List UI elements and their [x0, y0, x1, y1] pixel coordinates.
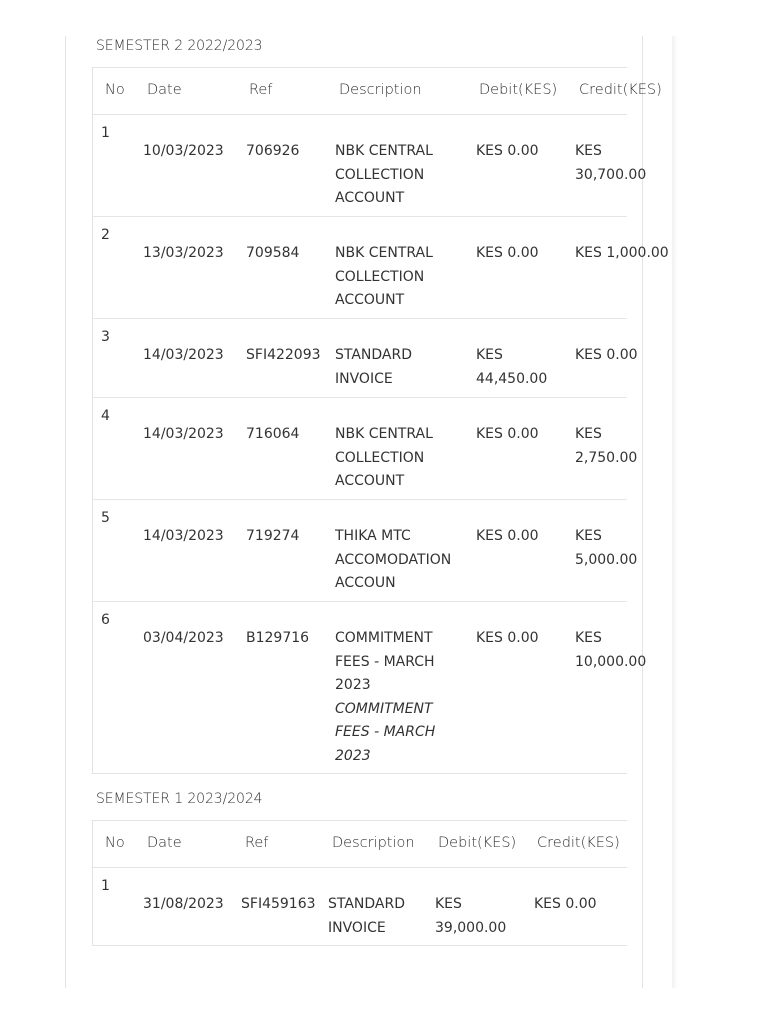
semester-title: SEMESTER 1 2023/2024 [96, 791, 263, 807]
credit-line: KES [575, 630, 602, 646]
description-line: INVOICE [335, 370, 393, 387]
row-credit [575, 627, 646, 674]
credit-line: KES [575, 143, 602, 159]
row-credit [575, 525, 637, 572]
row-description [335, 242, 433, 313]
table-row[interactable] [93, 319, 638, 398]
debit-line: KES [435, 896, 462, 912]
row-debit [476, 627, 539, 651]
credit-line: KES [575, 528, 602, 544]
credit-line: 5,000.00 [575, 551, 638, 568]
row-credit [534, 893, 597, 917]
row-date: 10/03/2023 [143, 143, 224, 159]
description-line: STANDARD [328, 896, 406, 912]
credit-line: KES [575, 426, 602, 442]
row-date: 14/03/2023 [143, 347, 224, 363]
column-header-debit[interactable]: Debit(KES) [479, 82, 558, 98]
debit-line: KES 0.00 [476, 143, 539, 159]
description-line: FEES - MARCH [335, 653, 435, 670]
row-description [328, 893, 405, 940]
row-description [335, 344, 412, 391]
transactions-table [92, 67, 669, 774]
semester-title: SEMESTER 2 2022/2023 [96, 38, 263, 54]
row-number: 2 [101, 227, 110, 243]
description-line: COLLECTION [335, 268, 425, 285]
debit-line: 39,000.00 [435, 919, 507, 936]
debit-line: KES 0.00 [476, 426, 539, 442]
table-row[interactable] [93, 398, 638, 500]
credit-line: KES 1,000.00 [575, 245, 669, 261]
row-number: 3 [101, 329, 110, 345]
column-header-debit[interactable]: Debit(KES) [438, 835, 517, 851]
debit-line: KES 0.00 [476, 630, 539, 646]
description-line: THIKA MTC [335, 528, 411, 544]
description-note-line: COMMITMENT [335, 700, 433, 717]
description-note-line: FEES - MARCH [335, 724, 436, 740]
description-line: NBK CENTRAL [335, 143, 433, 159]
column-header-no[interactable]: No [105, 82, 125, 98]
row-date: 14/03/2023 [143, 426, 224, 442]
debit-line: KES 0.00 [476, 245, 539, 261]
debit-line: KES 0.00 [476, 528, 539, 544]
description-line: ACCOUNT [335, 292, 405, 308]
column-header-ref[interactable]: Ref [249, 82, 273, 98]
description-line: COLLECTION [335, 166, 425, 183]
table-row[interactable] [93, 602, 647, 774]
row-description [335, 627, 435, 768]
row-debit [476, 423, 539, 447]
row-debit [476, 140, 539, 164]
description-line: INVOICE [328, 919, 386, 936]
row-description [335, 525, 451, 596]
description-line: COMMITMENT [335, 630, 433, 646]
row-date: 03/04/2023 [143, 630, 224, 646]
row-description [335, 140, 433, 211]
description-line: ACCOMODATION [335, 551, 452, 568]
credit-line: 10,000.00 [575, 653, 647, 670]
row-ref: SFI459163 [241, 896, 316, 912]
table-row[interactable] [93, 500, 638, 602]
description-line: NBK CENTRAL [335, 426, 433, 442]
row-date: 13/03/2023 [143, 245, 224, 261]
debit-line: KES [476, 347, 503, 363]
column-header-ref[interactable]: Ref [245, 835, 269, 851]
table-row[interactable] [93, 868, 627, 946]
description-line: COLLECTION [335, 449, 425, 466]
description-line: NBK CENTRAL [335, 245, 433, 261]
description-line: 2023 [335, 677, 371, 693]
row-credit [575, 242, 669, 266]
credit-line: KES 0.00 [575, 347, 638, 363]
row-ref: SFI422093 [246, 347, 321, 363]
transactions-table [92, 820, 627, 946]
row-number: 4 [101, 408, 110, 424]
table-header-row [93, 821, 627, 868]
column-header-description[interactable]: Description [332, 835, 415, 851]
description-line: ACCOUNT [335, 190, 405, 206]
row-number: 1 [101, 878, 110, 894]
row-ref: B129716 [246, 630, 310, 646]
column-header-credit[interactable]: Credit(KES) [579, 82, 662, 98]
table-row[interactable] [93, 115, 647, 217]
column-header-date[interactable]: Date [147, 82, 182, 98]
row-number: 1 [101, 125, 110, 141]
description-line: STANDARD [335, 347, 413, 363]
description-line: ACCOUNT [335, 473, 405, 489]
description-note-line: 2023 [335, 747, 371, 764]
row-credit [575, 423, 637, 470]
row-date: 14/03/2023 [143, 528, 224, 544]
row-debit [476, 344, 547, 391]
table-row[interactable] [93, 217, 669, 319]
row-debit [476, 242, 539, 266]
debit-line: 44,450.00 [476, 370, 548, 387]
credit-line: 2,750.00 [575, 449, 638, 466]
description-line: ACCOUN [335, 575, 396, 591]
row-date: 31/08/2023 [143, 896, 224, 912]
row-debit [476, 525, 539, 549]
credit-line: 30,700.00 [575, 166, 647, 183]
row-number: 6 [101, 612, 110, 628]
row-ref: 719274 [246, 528, 300, 544]
column-header-no[interactable]: No [105, 835, 125, 851]
column-header-date[interactable]: Date [147, 835, 182, 851]
column-header-description[interactable]: Description [339, 82, 422, 98]
column-header-credit[interactable]: Credit(KES) [537, 835, 620, 851]
row-debit [435, 893, 506, 940]
row-credit [575, 140, 646, 187]
table-header-row [93, 68, 662, 115]
row-ref: 709584 [246, 245, 300, 261]
row-credit [575, 344, 638, 368]
row-ref: 706926 [246, 143, 300, 159]
credit-line: KES 0.00 [534, 896, 597, 912]
row-ref: 716064 [246, 426, 300, 442]
row-description [335, 423, 433, 494]
row-number: 5 [101, 510, 110, 526]
scroll-gutter [672, 36, 678, 988]
